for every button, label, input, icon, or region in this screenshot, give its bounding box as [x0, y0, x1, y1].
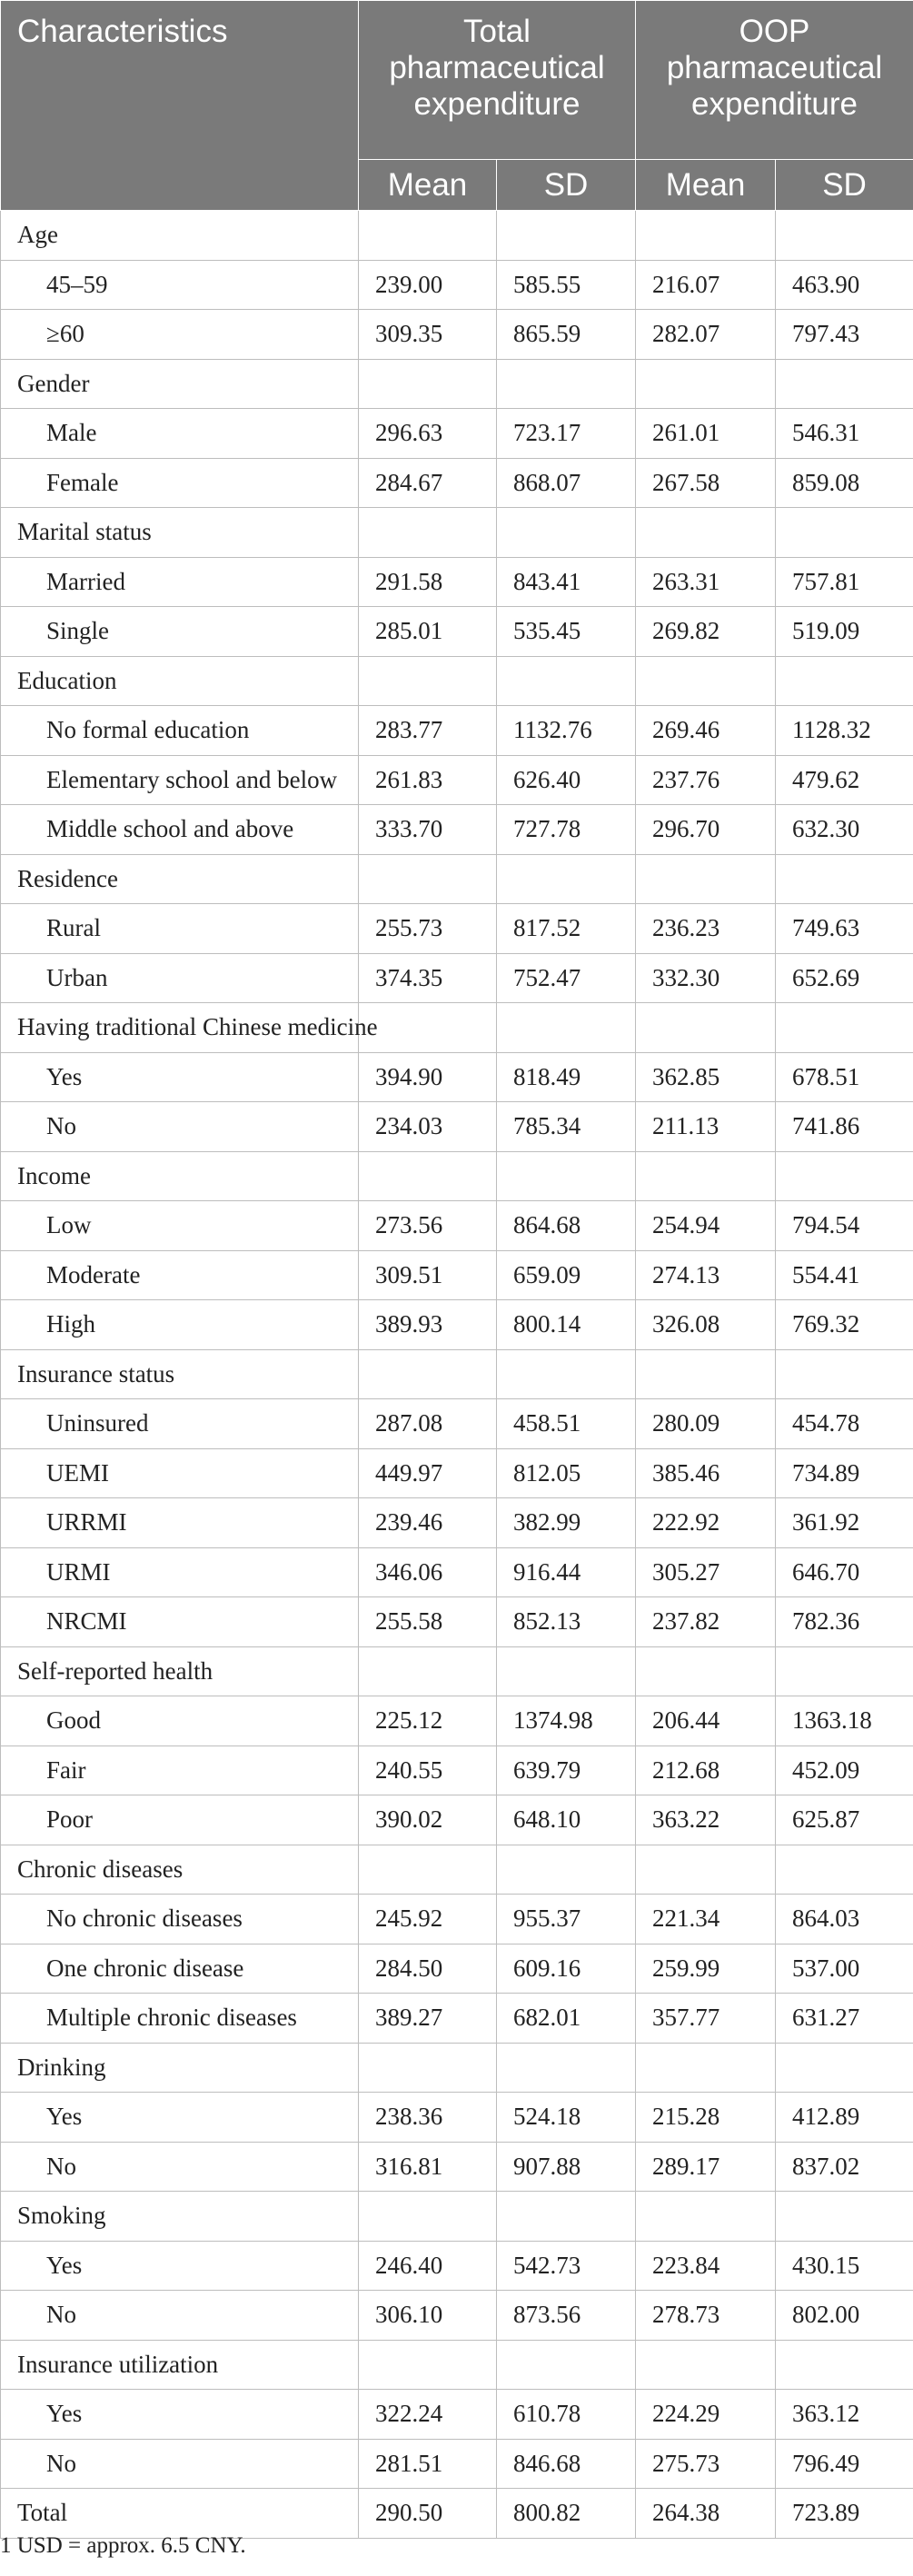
total-sd-cell: 727.78	[497, 805, 636, 855]
total-sd-cell: 916.44	[497, 1547, 636, 1597]
table-group-row	[1, 2043, 913, 2093]
oop-mean-cell: 269.82	[636, 607, 776, 657]
oop-sd-cell: 797.43	[776, 310, 913, 360]
total-mean-cell: 346.06	[359, 1547, 497, 1597]
table-row	[1, 2291, 913, 2341]
oop-mean-cell: 212.68	[636, 1746, 776, 1795]
oop-sd-cell: 741.86	[776, 1102, 913, 1152]
table-row	[1, 904, 913, 954]
oop-mean-cell: 264.38	[636, 2489, 776, 2539]
row-label: URMI	[1, 1547, 359, 1597]
total-mean-cell	[359, 1151, 497, 1201]
table-group-row	[1, 1003, 913, 1053]
row-label: Low	[1, 1201, 359, 1251]
total-sd-cell: 524.18	[497, 2093, 636, 2143]
total-mean-cell: 239.00	[359, 260, 497, 310]
total-mean-cell: 309.51	[359, 1250, 497, 1300]
oop-mean-cell: 289.17	[636, 2142, 776, 2192]
total-sd-cell: 818.49	[497, 1052, 636, 1102]
row-label: Multiple chronic diseases	[1, 1994, 359, 2044]
oop-sd-cell: 796.49	[776, 2439, 913, 2489]
table-row	[1, 2241, 913, 2291]
total-sd-cell: 639.79	[497, 1746, 636, 1795]
total-sd-cell	[497, 2192, 636, 2242]
oop-mean-cell	[636, 508, 776, 558]
table-group-row	[1, 1151, 913, 1201]
table-row	[1, 2390, 913, 2440]
oop-mean-cell: 254.94	[636, 1201, 776, 1251]
total-mean-cell	[359, 656, 497, 706]
table-row	[1, 409, 913, 459]
total-mean-cell	[359, 508, 497, 558]
total-sd-cell: 800.82	[497, 2489, 636, 2539]
table-row	[1, 2142, 913, 2192]
row-label: No	[1, 2439, 359, 2489]
table-group-row	[1, 508, 913, 558]
oop-mean-cell	[636, 1151, 776, 1201]
header-characteristics: Characteristics	[1, 1, 359, 211]
oop-sd-cell: 554.41	[776, 1250, 913, 1300]
total-sd-cell: 626.40	[497, 755, 636, 805]
oop-mean-cell	[636, 1845, 776, 1895]
oop-sd-cell: 837.02	[776, 2142, 913, 2192]
row-label: No	[1, 2142, 359, 2192]
oop-mean-cell: 278.73	[636, 2291, 776, 2341]
oop-mean-cell: 261.01	[636, 409, 776, 459]
total-sd-cell	[497, 2340, 636, 2390]
oop-mean-cell: 326.08	[636, 1300, 776, 1350]
total-sd-cell: 659.09	[497, 1250, 636, 1300]
table-row	[1, 1201, 913, 1251]
total-mean-cell	[359, 2340, 497, 2390]
total-mean-cell: 284.50	[359, 1944, 497, 1994]
total-sd-cell: 868.07	[497, 458, 636, 508]
total-mean-cell: 255.58	[359, 1597, 497, 1647]
oop-mean-cell	[636, 2192, 776, 2242]
table-row	[1, 1895, 913, 1944]
oop-sd-cell: 452.09	[776, 1746, 913, 1795]
table-group-row	[1, 211, 913, 261]
oop-sd-cell: 463.90	[776, 260, 913, 310]
total-mean-cell: 316.81	[359, 2142, 497, 2192]
total-mean-cell: 281.51	[359, 2439, 497, 2489]
table-row	[1, 755, 913, 805]
total-sd-cell	[497, 2043, 636, 2093]
oop-sd-cell	[776, 656, 913, 706]
total-sd-cell: 800.14	[497, 1300, 636, 1350]
table-row	[1, 2093, 913, 2143]
table-total-row	[1, 2489, 913, 2539]
oop-mean-cell: 263.31	[636, 557, 776, 607]
oop-sd-cell: 782.36	[776, 1597, 913, 1647]
oop-sd-cell: 519.09	[776, 607, 913, 657]
table-row	[1, 260, 913, 310]
oop-sd-cell: 646.70	[776, 1547, 913, 1597]
total-mean-cell	[359, 2043, 497, 2093]
oop-mean-cell: 237.82	[636, 1597, 776, 1647]
table-row	[1, 1696, 913, 1746]
total-mean-cell	[359, 211, 497, 261]
table-row	[1, 1746, 913, 1795]
oop-sd-cell: 632.30	[776, 805, 913, 855]
total-sd-cell: 682.01	[497, 1994, 636, 2044]
oop-sd-cell	[776, 1151, 913, 1201]
total-sd-cell: 907.88	[497, 2142, 636, 2192]
header-oop-sd: SD	[776, 160, 913, 211]
oop-mean-cell: 223.84	[636, 2241, 776, 2291]
total-sd-cell: 785.34	[497, 1102, 636, 1152]
total-mean-cell	[359, 359, 497, 409]
table-row	[1, 1448, 913, 1498]
total-mean-cell: 389.93	[359, 1300, 497, 1350]
total-sd-cell: 458.51	[497, 1399, 636, 1449]
table-group-row	[1, 1845, 913, 1895]
row-label: No	[1, 2291, 359, 2341]
total-mean-cell: 245.92	[359, 1895, 497, 1944]
table-row	[1, 1102, 913, 1152]
group-label: Insurance utilization	[1, 2340, 359, 2390]
total-sd-cell: 382.99	[497, 1498, 636, 1548]
row-label: Rural	[1, 904, 359, 954]
oop-mean-cell: 206.44	[636, 1696, 776, 1746]
total-mean-cell	[359, 1646, 497, 1696]
table-group-row	[1, 854, 913, 904]
row-label: Moderate	[1, 1250, 359, 1300]
total-mean-cell	[359, 854, 497, 904]
row-label: Yes	[1, 2093, 359, 2143]
oop-mean-cell: 259.99	[636, 1944, 776, 1994]
row-label: High	[1, 1300, 359, 1350]
total-mean-cell: 291.58	[359, 557, 497, 607]
total-sd-cell	[497, 1646, 636, 1696]
oop-sd-cell	[776, 2340, 913, 2390]
oop-sd-cell	[776, 359, 913, 409]
oop-mean-cell	[636, 2043, 776, 2093]
oop-mean-cell	[636, 211, 776, 261]
table-header	[1, 1, 913, 211]
row-label: Single	[1, 607, 359, 657]
table-group-row	[1, 1349, 913, 1399]
total-mean-cell: 389.27	[359, 1994, 497, 2044]
oop-sd-cell: 454.78	[776, 1399, 913, 1449]
table-row	[1, 1597, 913, 1647]
oop-mean-cell: 363.22	[636, 1795, 776, 1845]
total-sd-cell: 542.73	[497, 2241, 636, 2291]
total-sd-cell: 535.45	[497, 607, 636, 657]
total-sd-cell	[497, 359, 636, 409]
oop-sd-cell: 430.15	[776, 2241, 913, 2291]
oop-sd-cell: 631.27	[776, 1994, 913, 2044]
oop-sd-cell: 652.69	[776, 953, 913, 1003]
group-label: Income	[1, 1151, 359, 1201]
row-label: 45–59	[1, 260, 359, 310]
total-sd-cell	[497, 854, 636, 904]
oop-mean-cell: 274.13	[636, 1250, 776, 1300]
oop-sd-cell: 864.03	[776, 1895, 913, 1944]
total-sd-cell: 1374.98	[497, 1696, 636, 1746]
oop-mean-cell: 236.23	[636, 904, 776, 954]
total-sd-cell: 852.13	[497, 1597, 636, 1647]
total-mean-cell: 374.35	[359, 953, 497, 1003]
oop-mean-cell: 224.29	[636, 2390, 776, 2440]
group-label: Drinking	[1, 2043, 359, 2093]
oop-sd-cell: 859.08	[776, 458, 913, 508]
oop-sd-cell: 723.89	[776, 2489, 913, 2539]
total-sd-cell: 873.56	[497, 2291, 636, 2341]
row-label: No chronic diseases	[1, 1895, 359, 1944]
oop-mean-cell: 296.70	[636, 805, 776, 855]
table-row	[1, 2439, 913, 2489]
row-label: ≥60	[1, 310, 359, 360]
total-mean-cell: 234.03	[359, 1102, 497, 1152]
row-label: Yes	[1, 2241, 359, 2291]
table-row	[1, 1547, 913, 1597]
row-label: Good	[1, 1696, 359, 1746]
table-row	[1, 706, 913, 756]
oop-sd-cell: 678.51	[776, 1052, 913, 1102]
oop-mean-cell: 275.73	[636, 2439, 776, 2489]
oop-mean-cell: 332.30	[636, 953, 776, 1003]
oop-sd-cell	[776, 2043, 913, 2093]
oop-mean-cell: 221.34	[636, 1895, 776, 1944]
total-sd-cell: 817.52	[497, 904, 636, 954]
total-mean-cell: 246.40	[359, 2241, 497, 2291]
oop-sd-cell	[776, 2192, 913, 2242]
table-row	[1, 310, 913, 360]
total-sd-cell: 812.05	[497, 1448, 636, 1498]
total-mean-cell: 449.97	[359, 1448, 497, 1498]
header-oop-expenditure: OOP pharmaceutical expenditure	[636, 1, 913, 160]
row-label: UEMI	[1, 1448, 359, 1498]
oop-mean-cell	[636, 1349, 776, 1399]
row-label: No formal education	[1, 706, 359, 756]
total-sd-cell: 1132.76	[497, 706, 636, 756]
group-label: Having traditional Chinese medicine	[1, 1003, 359, 1053]
total-mean-cell: 283.77	[359, 706, 497, 756]
total-sd-cell: 648.10	[497, 1795, 636, 1845]
total-sd-cell	[497, 656, 636, 706]
oop-mean-cell	[636, 359, 776, 409]
total-mean-cell	[359, 1003, 497, 1053]
oop-sd-cell	[776, 211, 913, 261]
oop-sd-cell: 625.87	[776, 1795, 913, 1845]
row-label: Female	[1, 458, 359, 508]
row-label: Fair	[1, 1746, 359, 1795]
table-row	[1, 1994, 913, 2044]
table-row	[1, 458, 913, 508]
row-label: Urban	[1, 953, 359, 1003]
table-row	[1, 805, 913, 855]
oop-mean-cell: 305.27	[636, 1547, 776, 1597]
total-sd-cell: 846.68	[497, 2439, 636, 2489]
row-label: Male	[1, 409, 359, 459]
oop-sd-cell	[776, 1003, 913, 1053]
table-group-row	[1, 656, 913, 706]
oop-sd-cell	[776, 1646, 913, 1696]
total-sd-cell	[497, 1003, 636, 1053]
oop-mean-cell	[636, 1003, 776, 1053]
oop-sd-cell: 749.63	[776, 904, 913, 954]
group-label: Chronic diseases	[1, 1845, 359, 1895]
oop-mean-cell: 211.13	[636, 1102, 776, 1152]
oop-sd-cell: 734.89	[776, 1448, 913, 1498]
header-total-expenditure: Total pharmaceutical expenditure	[359, 1, 636, 160]
oop-mean-cell: 282.07	[636, 310, 776, 360]
group-label: Gender	[1, 359, 359, 409]
row-label: URRMI	[1, 1498, 359, 1548]
total-mean-cell: 239.46	[359, 1498, 497, 1548]
group-label: Residence	[1, 854, 359, 904]
group-label: Education	[1, 656, 359, 706]
group-label: Smoking	[1, 2192, 359, 2242]
total-sd-cell: 723.17	[497, 409, 636, 459]
oop-mean-cell	[636, 854, 776, 904]
total-sd-cell: 865.59	[497, 310, 636, 360]
header-total-sd: SD	[497, 160, 636, 211]
oop-mean-cell: 385.46	[636, 1448, 776, 1498]
oop-mean-cell: 222.92	[636, 1498, 776, 1548]
oop-mean-cell: 269.46	[636, 706, 776, 756]
row-label: One chronic disease	[1, 1944, 359, 1994]
oop-mean-cell	[636, 656, 776, 706]
total-sd-cell: 864.68	[497, 1201, 636, 1251]
total-mean-cell: 322.24	[359, 2390, 497, 2440]
oop-sd-cell: 412.89	[776, 2093, 913, 2143]
total-sd-cell: 609.16	[497, 1944, 636, 1994]
total-sd-cell: 843.41	[497, 557, 636, 607]
total-sd-cell	[497, 211, 636, 261]
footnote: 1 USD = approx. 6.5 CNY.	[0, 2533, 246, 2558]
row-label: Uninsured	[1, 1399, 359, 1449]
oop-mean-cell: 215.28	[636, 2093, 776, 2143]
total-mean-cell: 394.90	[359, 1052, 497, 1102]
oop-sd-cell: 757.81	[776, 557, 913, 607]
total-sd-cell	[497, 1349, 636, 1399]
row-label: Poor	[1, 1795, 359, 1845]
total-mean-cell: 261.83	[359, 755, 497, 805]
total-mean-cell	[359, 1349, 497, 1399]
table-group-row	[1, 1646, 913, 1696]
oop-sd-cell	[776, 1845, 913, 1895]
oop-sd-cell: 546.31	[776, 409, 913, 459]
total-sd-cell	[497, 1845, 636, 1895]
oop-mean-cell: 267.58	[636, 458, 776, 508]
oop-sd-cell: 794.54	[776, 1201, 913, 1251]
oop-sd-cell: 1363.18	[776, 1696, 913, 1746]
oop-mean-cell: 280.09	[636, 1399, 776, 1449]
oop-sd-cell: 361.92	[776, 1498, 913, 1548]
row-label: Yes	[1, 2390, 359, 2440]
table-row	[1, 1498, 913, 1548]
total-mean-cell: 284.67	[359, 458, 497, 508]
oop-sd-cell	[776, 854, 913, 904]
oop-sd-cell: 802.00	[776, 2291, 913, 2341]
total-sd-cell: 610.78	[497, 2390, 636, 2440]
total-mean-cell: 306.10	[359, 2291, 497, 2341]
oop-sd-cell	[776, 508, 913, 558]
total-mean-cell: 240.55	[359, 1746, 497, 1795]
row-label: Total	[1, 2489, 359, 2539]
total-mean-cell: 309.35	[359, 310, 497, 360]
oop-mean-cell: 362.85	[636, 1052, 776, 1102]
table-group-row	[1, 2192, 913, 2242]
table-row	[1, 1250, 913, 1300]
oop-sd-cell: 363.12	[776, 2390, 913, 2440]
total-mean-cell: 333.70	[359, 805, 497, 855]
total-mean-cell: 255.73	[359, 904, 497, 954]
row-label: Married	[1, 557, 359, 607]
total-mean-cell: 296.63	[359, 409, 497, 459]
oop-sd-cell: 479.62	[776, 755, 913, 805]
row-label: No	[1, 1102, 359, 1152]
total-sd-cell: 585.55	[497, 260, 636, 310]
group-label: Insurance status	[1, 1349, 359, 1399]
total-mean-cell: 225.12	[359, 1696, 497, 1746]
total-mean-cell: 238.36	[359, 2093, 497, 2143]
row-label: Middle school and above	[1, 805, 359, 855]
oop-sd-cell: 769.32	[776, 1300, 913, 1350]
group-label: Self-reported health	[1, 1646, 359, 1696]
total-mean-cell: 287.08	[359, 1399, 497, 1449]
total-mean-cell: 285.01	[359, 607, 497, 657]
table-row	[1, 1052, 913, 1102]
table-body	[1, 211, 913, 2539]
total-sd-cell	[497, 508, 636, 558]
table-row	[1, 607, 913, 657]
table-row	[1, 1795, 913, 1845]
header-oop-mean: Mean	[636, 160, 776, 211]
header-total-mean: Mean	[359, 160, 497, 211]
group-label: Age	[1, 211, 359, 261]
oop-mean-cell	[636, 2340, 776, 2390]
oop-sd-cell: 1128.32	[776, 706, 913, 756]
oop-sd-cell	[776, 1349, 913, 1399]
total-sd-cell: 955.37	[497, 1895, 636, 1944]
oop-sd-cell: 537.00	[776, 1944, 913, 1994]
oop-mean-cell: 237.76	[636, 755, 776, 805]
table-group-row	[1, 359, 913, 409]
row-label: Elementary school and below	[1, 755, 359, 805]
table-row	[1, 953, 913, 1003]
oop-mean-cell: 357.77	[636, 1994, 776, 2044]
total-sd-cell: 752.47	[497, 953, 636, 1003]
oop-mean-cell	[636, 1646, 776, 1696]
table-row	[1, 1399, 913, 1449]
total-mean-cell: 290.50	[359, 2489, 497, 2539]
total-mean-cell: 390.02	[359, 1795, 497, 1845]
total-mean-cell	[359, 2192, 497, 2242]
oop-mean-cell: 216.07	[636, 260, 776, 310]
row-label: Yes	[1, 1052, 359, 1102]
total-mean-cell	[359, 1845, 497, 1895]
total-sd-cell	[497, 1151, 636, 1201]
table-row	[1, 1944, 913, 1994]
total-mean-cell: 273.56	[359, 1201, 497, 1251]
group-label: Marital status	[1, 508, 359, 558]
row-label: NRCMI	[1, 1597, 359, 1647]
table-row	[1, 1300, 913, 1350]
table-group-row	[1, 2340, 913, 2390]
table-row	[1, 557, 913, 607]
